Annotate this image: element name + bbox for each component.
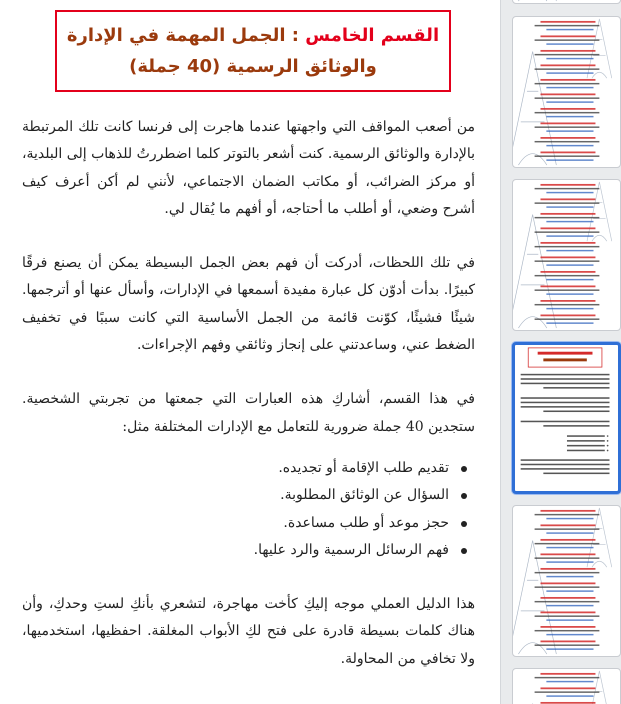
- section-title-number: القسم الخامس: [305, 25, 440, 46]
- paragraph-intro: من أصعب المواقف التي واجهتها عندما هاجرت إلى فرنسا كانت تلك المرتبطة بالإدارة والوثائق الرسمية. كنت أشعر بالتوتر كلما اضطررتُ للذهاب إلى البلدية، أو مركز الضرائب، أو مكاتب الضمان الاجتماعي، لأنني لم أكن أعرف كيف أشرح وضعي، أو أطلب ما أحتاجه، أو أفهم ما يُقال لي.: [22, 119, 475, 217]
- bullet-item: تقديم طلب الإقامة أو تجديده.: [22, 455, 475, 482]
- page-thumbnail-6[interactable]: [512, 668, 621, 704]
- page-thumbnail-5[interactable]: [512, 505, 621, 657]
- paragraph-section-purpose: في هذا القسم، أشاركِ هذه العبارات التي جمعتها من تجربتي الشخصية. ستجدين 40 جملة ضرورية للتعامل مع الإدارات المختلفة مثل:: [22, 391, 475, 435]
- thumbnail-eiffel-page-preview: [513, 669, 620, 704]
- page-thumbnail-3[interactable]: [512, 179, 621, 331]
- document-body: [22, 114, 475, 700]
- paragraph-closing: هذا الدليل العملي موجه إليكِ كأخت مهاجرة، لتشعري بأنكِ لستِ وحدكِ، وأن هناك كلمات بسيطة قادرة على فتح لكِ الأبواب المغلقة. احفظيها، استخدميها، ولا تخافي من المحاولة.: [22, 596, 475, 667]
- section-title-line2: والوثائق الرسمية (40 جملة): [129, 56, 377, 77]
- thumbnail-text-page-preview: [515, 345, 618, 491]
- page-thumbnail-4-active[interactable]: [512, 342, 621, 494]
- thumbnail-eiffel-page-preview: [513, 0, 620, 3]
- bullet-list: [22, 455, 475, 564]
- thumbnail-eiffel-page-preview: [513, 506, 620, 656]
- thumbnail-eiffel-page-preview: [513, 17, 620, 167]
- bullet-item: السؤال عن الوثائق المطلوبة.: [22, 482, 475, 509]
- thumbnail-eiffel-page-preview: [513, 180, 620, 330]
- page-thumbnail-1[interactable]: [512, 0, 621, 4]
- section-title-line1: [67, 20, 439, 51]
- bullet-item: فهم الرسائل الرسمية والرد عليها.: [22, 537, 475, 564]
- page-thumbnail-2[interactable]: [512, 16, 621, 168]
- section-title-box: [55, 10, 451, 92]
- section-title-topic: : الجمل المهمة في الإدارة: [66, 25, 306, 46]
- paragraph-realization: في تلك اللحظات، أدركت أن فهم بعض الجمل البسيطة يمكن أن يصنع فرقًا كبيرًا. بدأت أدوّن كل عبارة مفيدة أسمعها في الإدارات، وأسأل عنها أو أترجمها. شيئًا فشيئًا، كوّنت قائمة من الجمل الأساسية التي كانت سببًا في تخفيف الضغط عني، وساعدتني على إنجاز وثائقي وفهم الإجراءات.: [22, 255, 475, 354]
- bullet-item: حجز موعد أو طلب مساعدة.: [22, 510, 475, 537]
- page-thumbnails-sidebar[interactable]: [500, 0, 621, 704]
